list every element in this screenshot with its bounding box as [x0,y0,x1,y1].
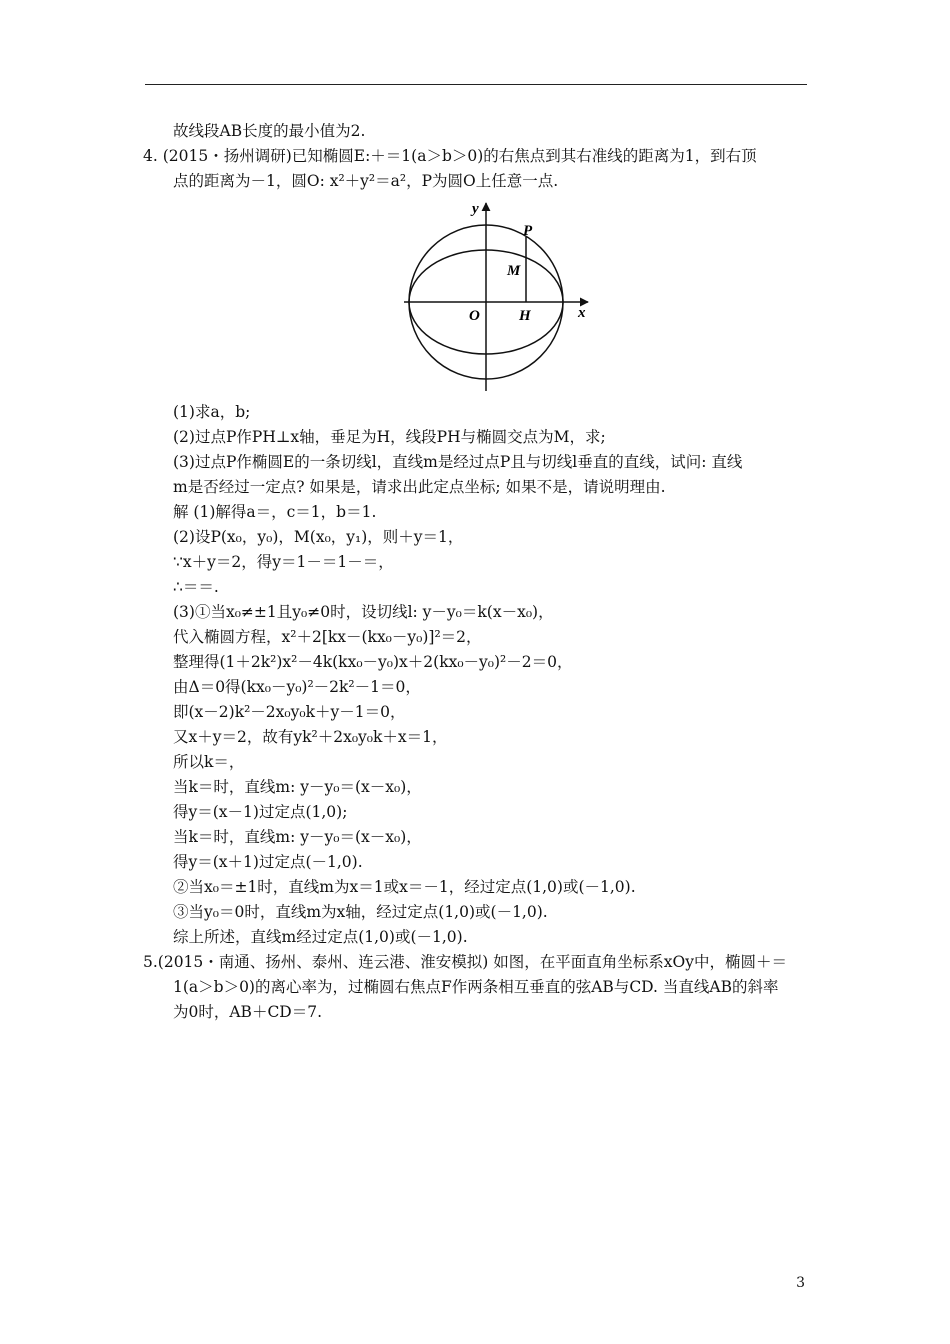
text-line: 为0时，AB＋CD＝7. [173,1003,323,1021]
label-y: y [472,201,479,217]
text-line: ∴＝＝. [173,578,219,596]
page-number: 3 [796,1275,805,1291]
text-line: 又x＋y＝2，故有yk²＋2x₀y₀k＋x＝1， [173,728,448,746]
header-rule [145,84,807,85]
label-H: H [519,308,531,324]
text-line: m是否经过一定点? 如果是，请求出此定点坐标; 如果不是，请说明理由. [173,478,666,496]
text-line: (1)求a，b; [173,403,251,421]
question-4-line: 4. (2015・扬州调研)已知椭圆E:＋＝1(a＞b＞0)的右焦点到其右准线的距离为1，到右顶 [143,147,757,165]
text-line: (3)①当x₀≠±1且y₀≠0时，设切线l: y－y₀＝k(x－x₀)， [173,603,554,621]
text-line: (2)过点P作PH⊥x轴，垂足为H，线段PH与椭圆交点为M，求; [173,428,606,446]
text-line: 当k＝时，直线m: y－y₀＝(x－x₀)， [173,828,422,846]
text-line: 得y＝(x＋1)过定点(－1,0). [173,853,363,871]
text-line: ∵x＋y＝2，得y＝1－＝1－＝， [173,553,394,571]
text-line: ②当x₀＝±1时，直线m为x＝1或x＝－1，经过定点(1,0)或(－1,0). [173,878,636,896]
text-line: 整理得(1＋2k²)x²－4k(kx₀－y₀)x＋2(kx₀－y₀)²－2＝0， [173,653,573,671]
text-line: 点的距离为－1，圆O: x²＋y²＝a²，P为圆O上任意一点. [173,172,559,190]
label-x: x [578,305,586,321]
ellipse-circle-figure [400,195,600,395]
text-line: 解 (1)解得a＝，c＝1，b＝1. [173,503,377,521]
text-line: 当k＝时，直线m: y－y₀＝(x－x₀)， [173,778,422,796]
text-line: 所以k＝， [173,753,245,771]
text-line: 1(a＞b＞0)的离心率为，过椭圆右焦点F作两条相互垂直的弦AB与CD. 当直线AB的斜率 [173,978,779,996]
text-line: (3)过点P作椭圆E的一条切线l，直线m是经过点P且与切线l垂直的直线，试问: 直线 [173,453,743,471]
text-line: ③当y₀＝0时，直线m为x轴，经过定点(1,0)或(－1,0). [173,903,548,921]
label-O: O [469,308,480,324]
text-line: 综上所述，直线m经过定点(1,0)或(－1,0). [173,928,468,946]
question-5-line: 5.(2015・南通、扬州、泰州、连云港、淮安模拟) 如图，在平面直角坐标系xOy中，椭圆＋＝ [143,953,787,971]
text-line: 由Δ＝0得(kx₀－y₀)²－2k²－1＝0， [173,678,421,696]
text-line: 即(x－2)k²－2x₀y₀k＋y－1＝0， [173,703,406,721]
text-line: 故线段AB长度的最小值为2. [173,122,366,140]
label-M: M [507,263,521,279]
label-P: P [523,223,533,239]
text-line: (2)设P(x₀，y₀)，M(x₀，y₁)，则＋y＝1， [173,528,464,546]
text-line: 代入椭圆方程，x²＋2[kx－(kx₀－y₀)]²＝2， [173,628,482,646]
text-line: 得y＝(x－1)过定点(1,0); [173,803,348,821]
